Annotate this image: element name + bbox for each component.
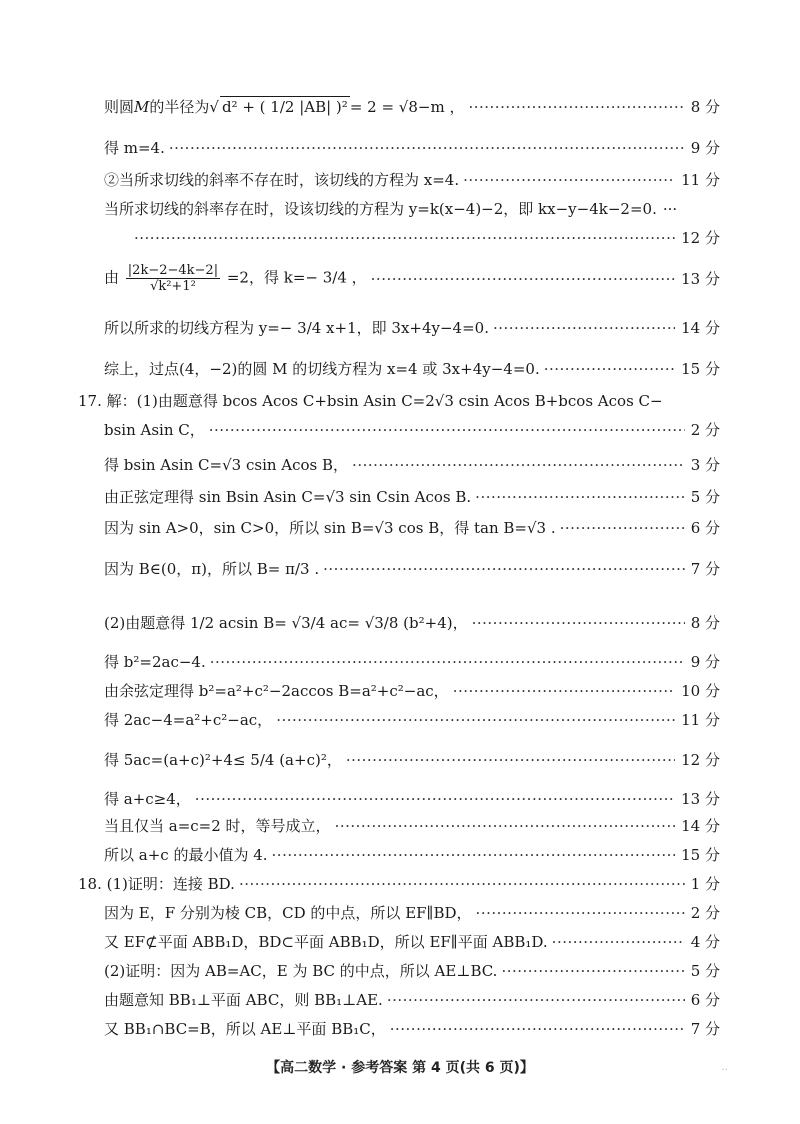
- solution-line: [104, 199, 720, 219]
- score-label: 11 分: [681, 711, 720, 729]
- score-label: 12 分: [681, 229, 720, 247]
- line-text: 得 b²=2ac−4.: [104, 653, 206, 671]
- page-footer: 【高二数学 · 参考答案 第 4 页(共 6 页)】: [266, 1060, 534, 1076]
- line-text: 18. (1)证明：连接 BD.: [78, 875, 235, 893]
- solution-line: [104, 652, 720, 672]
- solution-line: [104, 710, 720, 730]
- line-text: 当所求切线的斜率存在时，设该切线的方程为 y=k(x−4)−2，即 kx−y−4k−2=0.: [104, 200, 657, 218]
- score-label: 15 分: [681, 360, 720, 378]
- line-text: 因为 sin A>0，sin C>0，所以 sin B=√3 cos B，得 tan B=√3 .: [104, 519, 556, 537]
- dot-leader: [195, 789, 675, 809]
- line-text: 的半径为: [149, 98, 210, 116]
- solution-line: [104, 228, 720, 248]
- line-text: ②当所求切线的斜率不存在时，该切线的方程为 x=4.: [104, 171, 460, 189]
- score-label: 8 分: [690, 614, 720, 632]
- dot-leader: [552, 932, 685, 952]
- dot-leader: [501, 961, 684, 981]
- dot-leader-trail: ···: [662, 200, 678, 218]
- solution-line: [104, 518, 720, 538]
- solution-line: [104, 990, 720, 1010]
- dot-leader: [352, 455, 685, 475]
- dot-leader: [463, 170, 675, 190]
- score-label: 5 分: [690, 962, 720, 980]
- solution-line: [104, 750, 720, 770]
- solution-line: [104, 96, 720, 117]
- score-label: 3 分: [690, 456, 720, 474]
- solution-line: [104, 318, 720, 338]
- score-label: 7 分: [690, 560, 720, 578]
- dot-leader: [493, 318, 675, 338]
- dot-leader: [134, 228, 675, 248]
- score-label: 13 分: [681, 790, 720, 808]
- line-text: =2，得 k=− 3/4 ，: [226, 268, 367, 287]
- score-label: 9 分: [690, 653, 720, 671]
- solution-line: [104, 1019, 720, 1039]
- score-label: 10 分: [681, 682, 720, 700]
- score-label: 14 分: [681, 817, 720, 835]
- dot-leader: [346, 750, 675, 770]
- solution-line: [104, 681, 720, 701]
- line-text: 又 EF⊄平面 ABB₁D，BD⊂平面 ABB₁D，所以 EF∥平面 ABB₁D.: [104, 933, 548, 951]
- line-text: (2)由题意得 1/2 acsin B= √3/4 ac= √3/8 (b²+4)，: [104, 614, 468, 632]
- dot-leader: [390, 1019, 685, 1039]
- score-label: 15 分: [681, 846, 720, 864]
- score-label: 12 分: [681, 751, 720, 769]
- line-text: bsin Asin C，: [104, 421, 205, 439]
- score-label: 7 分: [690, 1020, 720, 1038]
- line-text: 得 2ac−4=a²+c²−ac，: [104, 711, 273, 729]
- line-text: 所以所求的切线方程为 y=− 3/4 x+1，即 3x+4y−4=0.: [104, 319, 489, 337]
- score-label: 9 分: [690, 139, 720, 157]
- line-text: 由: [104, 268, 120, 287]
- question-heading-18: [78, 874, 720, 894]
- dot-leader: [210, 652, 685, 672]
- solution-line: [104, 359, 720, 379]
- score-label: 6 分: [690, 991, 720, 1009]
- solution-line: [104, 961, 720, 981]
- dot-leader: [335, 816, 676, 836]
- dot-leader: [239, 874, 685, 894]
- line-text: 得 bsin Asin C=√3 csin Acos B，: [104, 456, 349, 474]
- dot-leader: [468, 97, 684, 117]
- dot-leader: [475, 487, 685, 507]
- solution-line: [104, 170, 720, 190]
- solution-line: [104, 455, 720, 475]
- line-text: 又 BB₁∩BC=B，所以 AE⊥平面 BB₁C，: [104, 1020, 386, 1038]
- line-text: (2)证明：因为 AB=AC，E 为 BC 的中点，所以 AE⊥BC.: [104, 962, 498, 980]
- question-heading-17: [78, 391, 720, 411]
- solution-line: [104, 487, 720, 507]
- fraction-denominator: √k²+1²: [150, 279, 196, 294]
- solution-line: [104, 263, 720, 294]
- dot-leader: [472, 613, 685, 633]
- solution-line: [104, 816, 720, 836]
- dot-leader: [323, 559, 685, 579]
- line-text: 由题意知 BB₁⊥平面 ABC，则 BB₁⊥AE.: [104, 991, 383, 1009]
- dot-leader: [560, 518, 685, 538]
- solution-line: [104, 932, 720, 952]
- score-label: 2 分: [690, 904, 720, 922]
- score-label: 6 分: [690, 519, 720, 537]
- line-text: M: [134, 98, 150, 116]
- line-text: 则圆: [104, 98, 135, 116]
- score-label: 11 分: [681, 171, 720, 189]
- score-label: 14 分: [681, 319, 720, 337]
- dot-leader: [169, 138, 685, 158]
- fraction-numerator: |2k−2−4k−2|: [127, 263, 219, 278]
- score-label: 1 分: [690, 875, 720, 893]
- dot-leader: [371, 269, 675, 289]
- line-text: 得 m=4.: [104, 139, 165, 157]
- score-label: 5 分: [690, 488, 720, 506]
- dot-leader: [544, 359, 675, 379]
- dot-leader: [453, 681, 675, 701]
- line-text: 所以 a+c 的最小值为 4.: [104, 846, 268, 864]
- score-label: 13 分: [681, 269, 720, 288]
- solution-line: [104, 903, 720, 923]
- score-label: 8 分: [690, 97, 720, 116]
- dot-leader: [272, 845, 676, 865]
- dot-leader: [476, 903, 685, 923]
- dot-leader: [276, 710, 675, 730]
- line-text: 由余弦定理得 b²=a²+c²−2accos B=a²+c²−ac，: [104, 682, 449, 700]
- dot-leader: [387, 990, 685, 1010]
- solution-line: [104, 138, 720, 158]
- solution-line: [104, 559, 720, 579]
- line-text: 当且仅当 a=c=2 时，等号成立，: [104, 817, 331, 835]
- radical-expression: d² + ( 1/2 |AB| )²: [221, 98, 348, 116]
- line-text: 因为 E，F 分别为棱 CB，CD 的中点，所以 EF∥BD，: [104, 904, 472, 922]
- line-text: 得 5ac=(a+c)²+4≤ 5/4 (a+c)²，: [104, 751, 342, 769]
- line-text: 综上，过点(4，−2)的圆 M 的切线方程为 x=4 或 3x+4y−4=0.: [104, 360, 540, 378]
- line-text: 得 a+c≥4，: [104, 790, 191, 808]
- line-text: = 2 = √8−m ，: [349, 98, 465, 116]
- fraction: [126, 263, 220, 294]
- score-label: 2 分: [690, 421, 720, 439]
- solution-line: [104, 613, 720, 633]
- solution-line: [104, 845, 720, 865]
- solution-line: [104, 420, 720, 440]
- line-text: 由正弦定理得 sin Bsin Asin C=√3 sin Csin Acos B.: [104, 488, 472, 506]
- solution-line: [104, 789, 720, 809]
- score-label: 4 分: [690, 933, 720, 951]
- line-text: 因为 B∈(0，π)，所以 B= π/3 .: [104, 560, 320, 578]
- dot-leader: [209, 420, 685, 440]
- corner-dot-mark: ‥: [721, 1062, 728, 1073]
- line-text: 17. 解：(1)由题意得 bcos Acos C+bsin Asin C=2√3 csin Acos B+bcos Acos C−: [78, 392, 663, 410]
